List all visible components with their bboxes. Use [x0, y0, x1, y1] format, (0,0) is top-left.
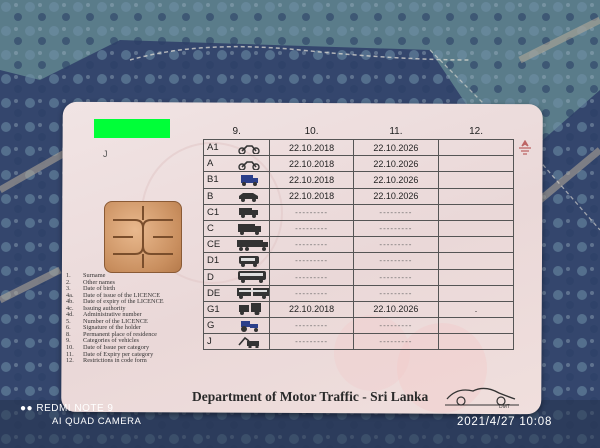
issue-date: --------- [270, 269, 353, 285]
table-row [204, 334, 514, 350]
restriction-code [439, 220, 514, 236]
issuing-department: Department of Motor Traffic - Sri Lanka [192, 389, 429, 404]
table-row [204, 204, 514, 220]
restriction-code [439, 188, 514, 204]
restriction-code [439, 285, 514, 301]
category-code: A1 [204, 140, 236, 156]
camera-watermark [20, 402, 141, 428]
vehicle-cell [236, 140, 270, 156]
expiry-date: --------- [353, 204, 438, 220]
three-wheeler-icon [237, 174, 269, 186]
legend-text: Issuing authority [83, 304, 126, 312]
issue-date: 22.10.2018 [270, 188, 353, 204]
legend-number: 1. [66, 272, 71, 279]
table-row [204, 188, 514, 204]
legend-text: Restrictions in code form [83, 357, 147, 365]
camera-lens-icon: ●● [20, 403, 37, 414]
expiry-date: 22.10.2026 [353, 188, 438, 204]
vehicle-cell [236, 220, 270, 236]
legend-text: Signature of the holder [83, 324, 141, 332]
logo-text: DMT [499, 404, 510, 409]
table-row [204, 237, 514, 253]
table-row [204, 269, 514, 285]
legend-number: 9. [66, 337, 71, 345]
special-vehicle-icon [237, 336, 269, 348]
vehicle-cell [236, 172, 270, 188]
legend-text: Date of expiry of the LICENCE [83, 298, 164, 306]
restriction-code [439, 237, 514, 253]
camera-name: AI QUAD CAMERA [52, 416, 142, 427]
category-code: A [204, 156, 236, 172]
legend-number: 4c. [66, 304, 74, 312]
legend-number: 8. [66, 330, 71, 338]
vehicle-cell [236, 318, 270, 334]
category-code: B1 [204, 172, 236, 188]
expiry-date: 22.10.2026 [353, 172, 438, 188]
vehicle-cell [236, 269, 270, 285]
table-row [204, 285, 514, 301]
category-code: C [204, 220, 236, 236]
vehicle-cell [236, 253, 270, 269]
issue-date: --------- [270, 285, 353, 301]
table-row [204, 220, 514, 236]
land-vehicle-icon [237, 303, 269, 315]
restriction-code [439, 253, 514, 269]
category-code: C1 [204, 204, 236, 220]
issue-date: --------- [270, 334, 353, 350]
chip-contacts-icon [105, 202, 181, 272]
legend-number: 3. [66, 285, 71, 293]
table-header [204, 124, 514, 140]
expiry-date: --------- [353, 269, 438, 285]
col-header-issue: 10. [270, 124, 353, 140]
truck-trailer-icon [237, 239, 269, 251]
truck-icon [237, 223, 269, 235]
legend-text: Date of birth [83, 285, 116, 293]
expiry-date: --------- [353, 334, 438, 350]
issue-date: --------- [270, 253, 353, 269]
legend-text: Administrative number [83, 311, 142, 319]
restriction-code [439, 204, 514, 220]
expiry-date: 22.10.2026 [353, 156, 438, 172]
bus-icon [237, 271, 269, 283]
legend-number: 11. [66, 350, 74, 358]
photo-timestamp: 2021/4/27 10:08 [457, 416, 553, 428]
table-row [204, 172, 514, 188]
phone-model: REDMI NOTE 9 [36, 403, 114, 414]
motorcycle-icon [237, 142, 269, 154]
restriction-code [439, 334, 514, 350]
table-row [204, 253, 514, 269]
col-header-restrictions: 12. [439, 124, 514, 140]
issue-date: 22.10.2018 [270, 156, 353, 172]
restriction-code: . [439, 301, 514, 317]
motorcycle-icon [237, 158, 269, 170]
restriction-code [439, 156, 514, 172]
issue-date: 22.10.2018 [270, 172, 353, 188]
category-code: G1 [204, 301, 236, 317]
category-code: G [204, 318, 236, 334]
table-row [204, 301, 514, 317]
legend-text: Surname [83, 272, 106, 279]
issue-date: --------- [270, 204, 353, 220]
legend-text: Permanent place of residence [83, 330, 157, 338]
legend-text: Date of Expiry per category [83, 350, 154, 358]
issue-date: --------- [270, 220, 353, 236]
issue-date: --------- [270, 237, 353, 253]
issue-date: 22.10.2018 [270, 301, 353, 317]
category-code: B [204, 188, 236, 204]
field-legend [66, 273, 201, 365]
restriction-code [439, 318, 514, 334]
legend-text: Date of issue of the LICENCE [83, 291, 161, 299]
issue-date: --------- [270, 318, 353, 334]
restriction-code [439, 269, 514, 285]
category-code: D [204, 269, 236, 285]
dmt-logo-icon [443, 383, 523, 409]
category-code: CE [204, 237, 236, 253]
table-row [204, 156, 514, 172]
legend-text: Date of Issue per category [83, 344, 150, 352]
table-row [204, 140, 514, 156]
redacted-photo-area [94, 119, 170, 138]
vehicle-cell [236, 156, 270, 172]
col-header-categories: 9. [204, 124, 270, 140]
vehicle-cell [236, 204, 270, 220]
restriction-code [439, 172, 514, 188]
vehicle-cell [236, 301, 270, 317]
category-code: D1 [204, 253, 236, 269]
minibus-icon [237, 255, 269, 267]
expiry-date: --------- [353, 285, 438, 301]
expiry-date: --------- [353, 253, 438, 269]
col-header-expiry: 11. [353, 124, 438, 140]
legend-text: Categories of vehicles [83, 337, 139, 345]
legend-number: 10. [66, 344, 74, 352]
legend-line [66, 358, 201, 365]
legend-text: Other names [83, 278, 115, 286]
restriction-code [439, 140, 514, 156]
vehicle-cell [236, 188, 270, 204]
emblem-icon [516, 140, 534, 158]
legend-number: 2. [66, 278, 71, 286]
light-truck-icon [237, 206, 269, 218]
legend-number: 6. [66, 324, 71, 332]
legend-number: 4d. [66, 311, 74, 319]
legend-number: 5. [66, 317, 71, 325]
vehicle-cell [236, 334, 270, 350]
category-code: J [204, 334, 236, 350]
legend-number: 4a. [66, 291, 74, 299]
vehicle-category-table [203, 124, 514, 350]
expiry-date: --------- [353, 318, 438, 334]
card-mark: J [103, 149, 108, 159]
articulated-bus-icon [237, 287, 269, 299]
vehicle-cell [236, 237, 270, 253]
expiry-date: 22.10.2026 [353, 140, 438, 156]
expiry-date: 22.10.2026 [353, 301, 438, 317]
category-code: DE [204, 285, 236, 301]
car-icon [237, 190, 269, 202]
table-row [204, 318, 514, 334]
legend-number: 4b. [66, 298, 74, 306]
tractor-icon [237, 320, 269, 332]
legend-text: Number of the LICENCE [83, 317, 148, 325]
expiry-date: --------- [353, 237, 438, 253]
vehicle-cell [236, 285, 270, 301]
legend-number: 12. [66, 357, 74, 365]
smart-card-chip [104, 201, 182, 273]
issue-date: 22.10.2018 [270, 140, 353, 156]
expiry-date: --------- [353, 220, 438, 236]
